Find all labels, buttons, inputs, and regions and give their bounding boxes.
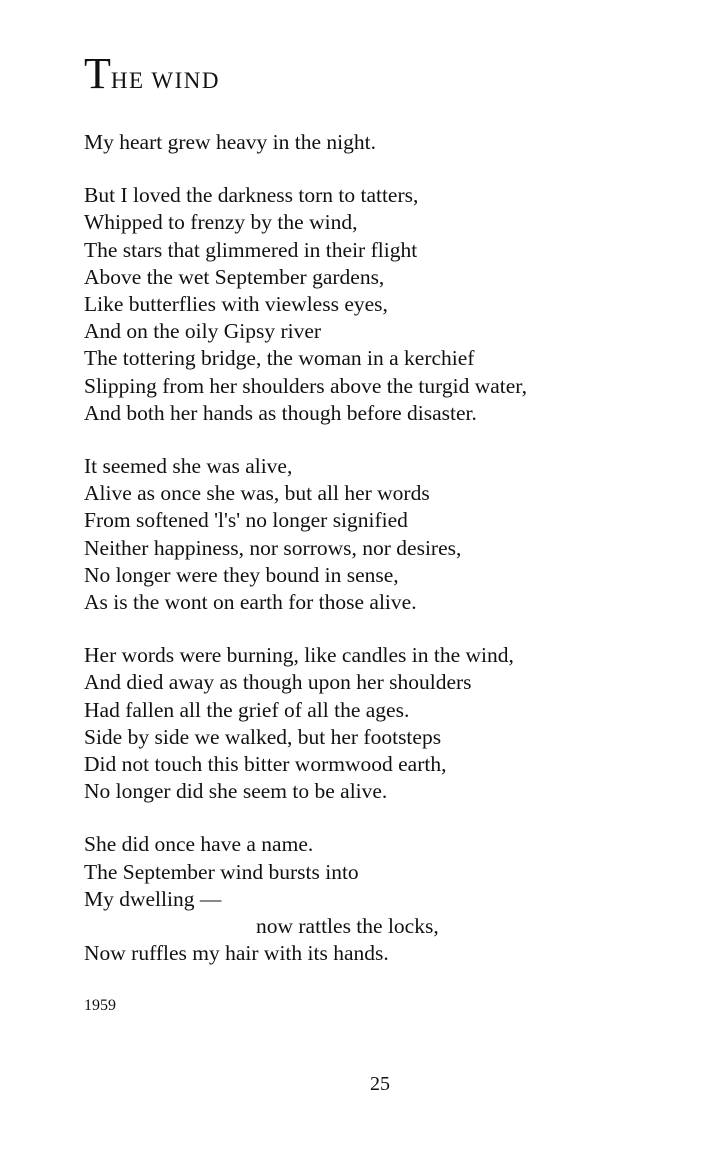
poem-line: Alive as once she was, but all her words (84, 481, 430, 506)
poem-line: Her words were burning, like candles in the wind, (84, 643, 514, 668)
stanza-4 (84, 642, 684, 805)
poem-body (84, 129, 684, 993)
poem-title (84, 49, 684, 100)
poem-line: Above the wet September gardens, (84, 264, 385, 289)
poem-line: No longer were they bound in sense, (84, 562, 399, 587)
poem-line: My dwelling — (84, 886, 222, 911)
poem-line: The September wind bursts into (84, 859, 359, 884)
poem-line: And both her hands as though before disaster. (84, 400, 477, 425)
stanza-5 (84, 831, 684, 967)
poem-line: But I loved the darkness torn to tatters, (84, 183, 419, 208)
title-rest: HE WIND (110, 68, 220, 93)
poem-line: The stars that glimmered in their flight (84, 237, 418, 262)
title-initial: T (84, 49, 111, 98)
poem-line: She did once have a name. (84, 832, 314, 857)
poem-line: Now ruffles my hair with its hands. (84, 941, 389, 966)
poem-line: And died away as though upon her shoulders (84, 670, 472, 695)
stanza-3 (84, 453, 684, 616)
poem-line: Neither happiness, nor sorrows, nor desires, (84, 535, 462, 560)
poem-line: As is the wont on earth for those alive. (84, 590, 417, 615)
poem-year: 1959 (84, 997, 116, 1014)
poem-line: My heart grew heavy in the night. (84, 130, 376, 154)
poem-page (84, 49, 684, 966)
poem-line: Like butterflies with viewless eyes, (84, 292, 388, 317)
stanza-1 (84, 129, 684, 156)
poem-line: It seemed she was alive, (84, 454, 293, 479)
poem-line: Whipped to frenzy by the wind, (84, 210, 358, 235)
poem-line: No longer did she seem to be alive. (84, 779, 388, 804)
poem-line: Slipping from her shoulders above the turgid water, (84, 373, 527, 398)
poem-line: From softened 'l's' no longer signified (84, 508, 408, 533)
poem-line-indented: now rattles the locks, (256, 914, 439, 939)
poem-line: Had fallen all the grief of all the ages. (84, 697, 410, 722)
poem-line: Side by side we walked, but her footsteps (84, 724, 442, 749)
stanza-2 (84, 182, 684, 427)
poem-line: And on the oily Gipsy river (84, 319, 322, 344)
poem-line: Did not touch this bitter wormwood earth, (84, 752, 447, 777)
poem-line: The tottering bridge, the woman in a kerchief (84, 346, 475, 371)
page-number: 25 (370, 1073, 390, 1095)
